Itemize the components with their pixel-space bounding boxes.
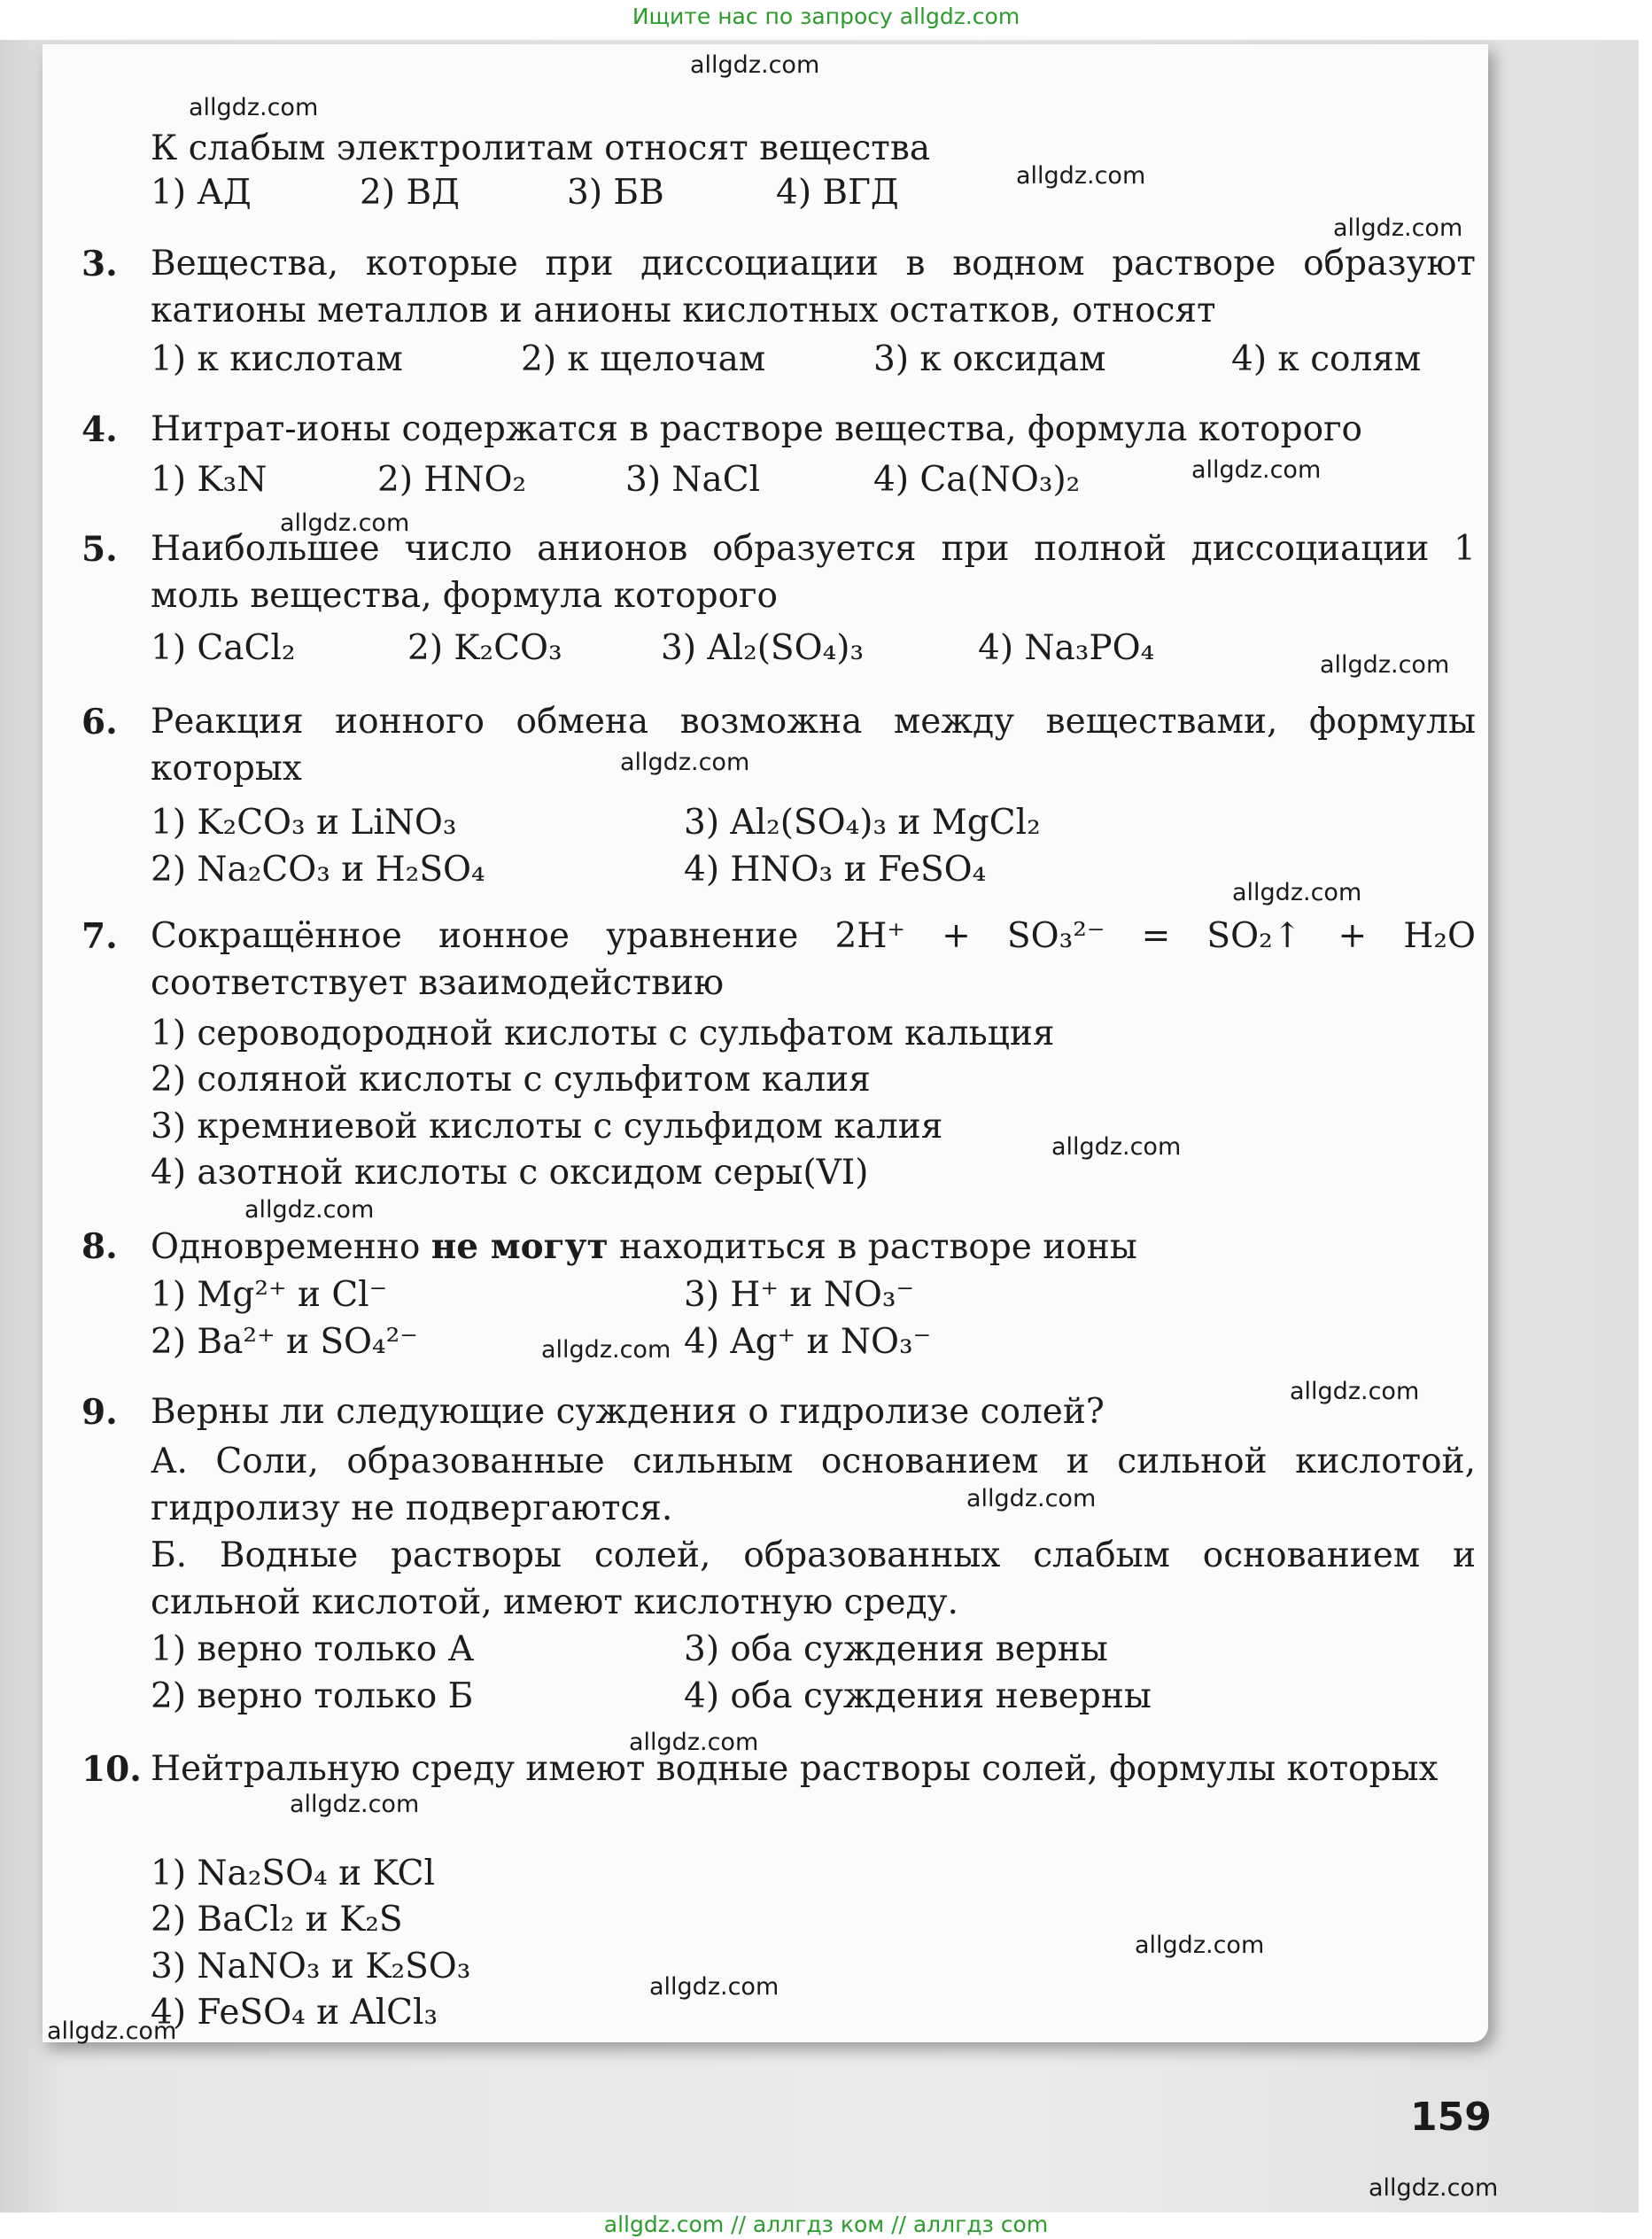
watermark: allgdz.com	[244, 1196, 375, 1224]
q7-option-3: 3) кремниевой кислоты с сульфидом калия	[151, 1107, 943, 1147]
q7-option-1: 1) сероводородной кислоты с сульфатом кальция	[151, 1014, 1055, 1053]
q7-stem: Сокращённое ионное уравнение 2H⁺ + SO₃²⁻ = SO₂↑ + H₂O соответствует взаимодействию	[151, 916, 1476, 1003]
q4-option-3: 3) NaCl	[625, 460, 761, 500]
q9-statement-b: Б. Водные растворы солей, образованных слабым основанием и сильной кислотой, имеют кислотную среду.	[151, 1535, 1476, 1622]
q3-option-3: 3) к оксидам	[873, 339, 1106, 379]
watermark: allgdz.com	[966, 1485, 1097, 1512]
q5-stem: Наибольшее число анионов образуется при полной диссоциации 1 моль вещества, формула которого	[151, 529, 1476, 616]
q8-stem-start: Одновременно	[151, 1227, 421, 1267]
q7-option-2: 2) соляной кислоты с сульфитом калия	[151, 1060, 871, 1100]
q8-stem	[151, 1227, 1137, 1267]
watermark: allgdz.com	[189, 94, 319, 121]
q4-number: 4.	[81, 409, 118, 450]
q8-number: 8.	[81, 1226, 118, 1267]
q9-number: 9.	[81, 1392, 118, 1433]
q6-option-2: 2) Na₂CO₃ и H₂SO₄	[151, 850, 485, 890]
q3-stem: Вещества, которые при диссоциации в водном растворе образуют катионы металлов и анионы кислотных остатков, относят	[151, 244, 1476, 330]
q9-option-4: 4) оба суждения неверны	[684, 1676, 1152, 1716]
watermark: allgdz.com	[1016, 162, 1146, 190]
q4-option-1: 1) K₃N	[151, 460, 268, 500]
q4-option-2: 2) HNO₂	[377, 460, 527, 500]
page-number: 159	[1410, 2095, 1492, 2140]
textbook-page	[43, 44, 1488, 2042]
q5-option-3: 3) Al₂(SO₄)₃	[661, 628, 865, 668]
q4-stem: Нитрат-ионы содержатся в растворе вещества, формула которого	[151, 409, 1362, 449]
q3-option-4: 4) к солям	[1231, 339, 1422, 379]
watermark: allgdz.com	[1320, 651, 1450, 679]
q10-option-3: 3) NaNO₃ и K₂SO₃	[151, 1947, 471, 1986]
q10-option-4: 4) FeSO₄ и AlCl₃	[151, 1993, 438, 2033]
q3-number: 3.	[81, 244, 118, 284]
q3-option-2: 2) к щелочам	[521, 339, 766, 379]
q10-option-1: 1) Na₂SO₄ и KCl	[151, 1854, 435, 1893]
top-banner: Ищите нас по запросу allgdz.com	[632, 4, 1020, 29]
q6-stem: Реакция ионного обмена возможна между веществами, формулы которых	[151, 702, 1476, 789]
q5-option-4: 4) Na₃PO₄	[978, 628, 1155, 668]
q6-option-4: 4) HNO₃ и FeSO₄	[684, 850, 987, 890]
q10-number: 10.	[81, 1749, 142, 1790]
q4-option-4: 4) Ca(NO₃)₂	[873, 460, 1081, 500]
watermark: allgdz.com	[1232, 879, 1362, 906]
q7-number: 7.	[81, 916, 118, 957]
q5-option-2: 2) K₂CO₃	[407, 628, 562, 668]
q3-option-1: 1) к кислотам	[151, 339, 403, 379]
q6-number: 6.	[81, 702, 118, 742]
watermark: allgdz.com	[1290, 1378, 1420, 1405]
bottom-banner: allgdz.com // аллгдз ком // аллгдз com	[603, 2212, 1049, 2237]
watermark: allgdz.com	[629, 1729, 759, 1756]
watermark: allgdz.com	[290, 1791, 420, 1818]
q2-option-1: 1) АД	[151, 173, 252, 213]
q2-option-3: 3) БВ	[567, 173, 664, 213]
watermark: allgdz.com	[1051, 1133, 1182, 1161]
q9-option-1: 1) верно только А	[151, 1629, 475, 1669]
q10-option-2: 2) BaCl₂ и K₂S	[151, 1900, 403, 1940]
q2-option-4: 4) ВГД	[776, 173, 899, 213]
q2-option-2: 2) ВД	[360, 173, 460, 213]
q6-option-1: 1) K₂CO₃ и LiNO₃	[151, 803, 457, 843]
watermark: allgdz.com	[280, 509, 410, 537]
watermark: allgdz.com	[1369, 2174, 1499, 2202]
q8-stem-emphasis: не могут	[430, 1226, 609, 1267]
q9-option-2: 2) верно только Б	[151, 1676, 474, 1716]
q9-stem: Верны ли следующие суждения о гидролизе солей?	[151, 1392, 1105, 1432]
q8-option-1: 1) Mg²⁺ и Cl⁻	[151, 1275, 388, 1315]
q5-option-1: 1) CaCl₂	[151, 628, 296, 668]
watermark: allgdz.com	[620, 749, 750, 776]
watermark: allgdz.com	[690, 51, 820, 79]
watermark: allgdz.com	[541, 1336, 671, 1364]
q10-stem: Нейтральную среду имеют водные растворы солей, формулы которых	[151, 1749, 1439, 1789]
watermark: allgdz.com	[1191, 456, 1322, 484]
q9-statement-a: А. Соли, образованные сильным основанием и сильной кислотой, гидролизу не подвергаются.	[151, 1442, 1476, 1528]
q8-option-3: 3) H⁺ и NO₃⁻	[684, 1275, 915, 1315]
q7-option-4: 4) азотной кислоты с оксидом серы(VI)	[151, 1153, 869, 1193]
watermark: allgdz.com	[47, 2017, 177, 2045]
q8-option-2: 2) Ba²⁺ и SO₄²⁻	[151, 1322, 418, 1362]
watermark: allgdz.com	[649, 1973, 779, 2001]
q8-stem-end: находиться в растворе ионы	[619, 1227, 1137, 1267]
watermark: allgdz.com	[1135, 1932, 1265, 1959]
watermark: allgdz.com	[1333, 214, 1463, 242]
q9-option-3: 3) оба суждения верны	[684, 1629, 1108, 1669]
q2-stem: К слабым электролитам относят вещества	[151, 128, 931, 168]
q6-option-3: 3) Al₂(SO₄)₃ и MgCl₂	[684, 803, 1041, 843]
q5-number: 5.	[81, 529, 118, 570]
q8-option-4: 4) Ag⁺ и NO₃⁻	[684, 1322, 932, 1362]
